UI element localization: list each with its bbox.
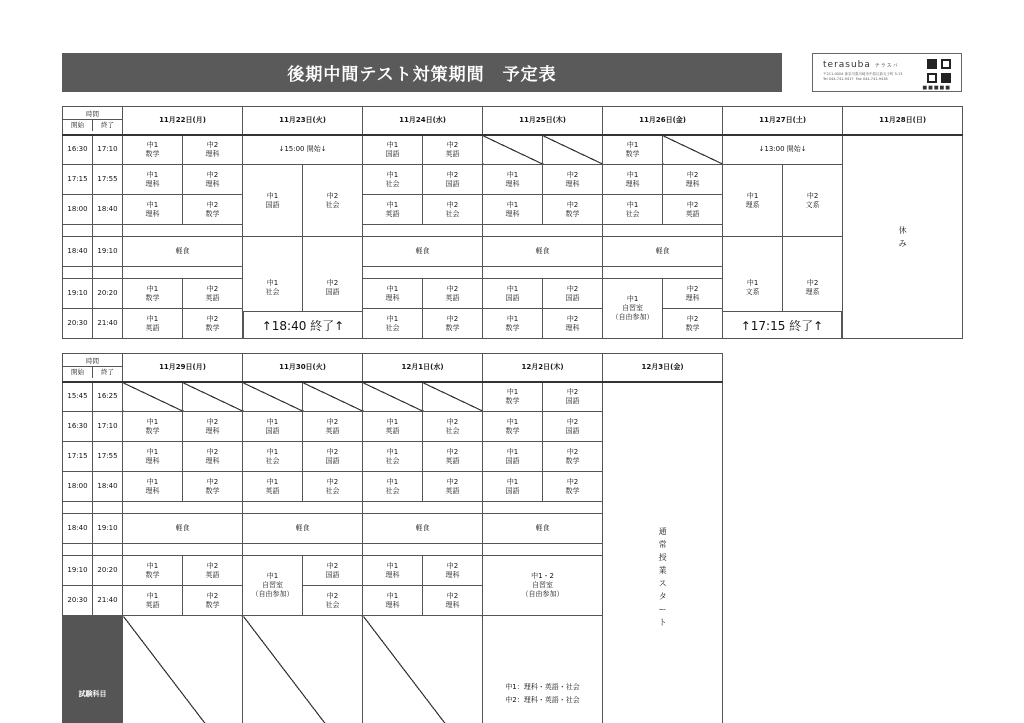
lesson-cell: 中2 理科 <box>183 165 243 195</box>
end-time: 17:55 <box>93 165 123 195</box>
end-time: 16:25 <box>93 382 123 412</box>
lesson-cell: 中1 社会 <box>243 442 303 472</box>
day-header: 11月28日(日) <box>843 107 963 135</box>
end-time: 17:55 <box>93 442 123 472</box>
empty-slot <box>363 382 423 412</box>
end-time: 19:10 <box>93 514 123 544</box>
spacer <box>63 225 93 237</box>
time-label: 時間 <box>63 356 122 367</box>
meal-break: 軽食 <box>603 237 723 267</box>
meal-break: 軽食 <box>123 514 243 544</box>
lesson-cell: 中1 社会 <box>363 472 423 502</box>
empty-slot <box>663 135 723 165</box>
lesson-cell: 中1 国語 <box>243 412 303 442</box>
start-label: 開始 <box>63 367 93 378</box>
lesson-cell: 中2 英語 <box>423 279 483 309</box>
spacer <box>603 225 723 237</box>
lesson-cell: 中2 理科 <box>543 309 603 339</box>
regular-class-note <box>603 382 723 723</box>
lesson-cell: 中1 理科 <box>483 165 543 195</box>
spacer <box>123 544 243 556</box>
lesson-cell: 中2 数学 <box>423 309 483 339</box>
start-time: 15:45 <box>63 382 93 412</box>
spacer <box>63 267 93 279</box>
lesson-cell: 中2 数学 <box>543 195 603 225</box>
lesson-cell: 中2 国語 <box>303 556 363 586</box>
start-time: 17:15 <box>63 442 93 472</box>
lesson-cell: 中2 理科 <box>663 165 723 195</box>
lesson-cell: 中2 英語 <box>663 195 723 225</box>
lesson-cell: 中2 理科 <box>183 135 243 165</box>
time-header <box>63 354 123 382</box>
meal-break: 軽食 <box>483 514 603 544</box>
spacer <box>363 502 483 514</box>
day-header: 11月23日(火) <box>243 107 363 135</box>
end-time: 17:10 <box>93 135 123 165</box>
lesson-cell: 中1 社会 <box>603 195 663 225</box>
end-time: 20:20 <box>93 556 123 586</box>
empty-slot <box>363 616 483 723</box>
lesson-cell: 中2 英語 <box>423 135 483 165</box>
lesson-cell: 中1 理科 <box>123 442 183 472</box>
spacer <box>123 502 243 514</box>
lesson-cell: 中1 数学 <box>483 309 543 339</box>
start-time: 18:40 <box>63 237 93 267</box>
lesson-cell: 中2 数学 <box>663 309 723 339</box>
lesson-cell: 中2 数学 <box>183 586 243 616</box>
meal-break: 軽食 <box>123 237 243 267</box>
lesson-cell: 中2 英語 <box>423 472 483 502</box>
lesson-cell: 中2 数学 <box>543 472 603 502</box>
empty-slot <box>123 616 243 723</box>
lesson-cell: 中2 理科 <box>543 165 603 195</box>
lesson-cell: 中1 国語 <box>363 135 423 165</box>
lesson-cell: 中2 理科 <box>423 556 483 586</box>
lesson-cell: 中2 文系 <box>783 165 843 237</box>
meal-break: 軽食 <box>363 514 483 544</box>
spacer <box>363 225 483 237</box>
lesson-cell: 中1 理科 <box>603 165 663 195</box>
end-time: 18:40 <box>93 195 123 225</box>
end-label: 終了 <box>101 121 114 130</box>
lesson-cell: 中2 英語 <box>423 442 483 472</box>
lesson-cell: 中1 数学 <box>483 412 543 442</box>
week2-schedule-table <box>62 353 723 723</box>
lesson-cell: 中1 社会 <box>363 165 423 195</box>
day-header: 12月3日(金) <box>603 354 723 382</box>
time-label: 時間 <box>63 109 122 120</box>
lesson-cell: 中2 社会 <box>303 472 363 502</box>
study-room-cell: 中1 自習室 （自由参加） <box>243 556 303 616</box>
lesson-cell: 中2 理科 <box>423 586 483 616</box>
start-time: 18:00 <box>63 195 93 225</box>
day-header: 11月30日(火) <box>243 354 363 382</box>
end-time: 18:40 <box>93 472 123 502</box>
start-label: 開始 <box>63 120 93 131</box>
lesson-cell: 中2 社会 <box>303 165 363 237</box>
lesson-cell: 中1 理科 <box>123 472 183 502</box>
lesson-cell: 中1 社会 <box>363 309 423 339</box>
spacer <box>603 267 723 279</box>
empty-slot <box>183 382 243 412</box>
start-time-note: ↓13:00 開始↓ <box>723 135 843 165</box>
week1-schedule-table <box>62 106 963 339</box>
lesson-cell: 中1 国語 <box>243 165 303 237</box>
day-header: 11月24日(水) <box>363 107 483 135</box>
school-logo <box>812 53 962 92</box>
exam-subjects: 中1：理科・英語・社会 中2：理科・英語・社会 <box>483 616 603 723</box>
lesson-cell: 中1 理科 <box>123 195 183 225</box>
spacer <box>93 225 123 237</box>
lesson-cell: 中2 社会 <box>303 586 363 616</box>
lesson-cell: 中1 国語 <box>483 472 543 502</box>
spacer <box>363 544 483 556</box>
meal-break: 軽食 <box>363 237 483 267</box>
start-time: 16:30 <box>63 135 93 165</box>
end-time: 19:10 <box>93 237 123 267</box>
day-header: 11月27日(土) <box>723 107 843 135</box>
lesson-cell: 中2 英語 <box>303 412 363 442</box>
rest-label: 休み <box>898 225 907 248</box>
lesson-cell: 中1 英語 <box>363 412 423 442</box>
empty-slot <box>483 135 543 165</box>
end-time: 21:40 <box>93 586 123 616</box>
lesson-cell: 中1 数学 <box>123 412 183 442</box>
lesson-cell: 中1 数学 <box>603 135 663 165</box>
start-time: 16:30 <box>63 412 93 442</box>
end-time: 21:40 <box>93 309 123 339</box>
meal-break: 軽食 <box>483 237 603 267</box>
empty-slot <box>243 616 363 723</box>
spacer <box>93 544 123 556</box>
spacer <box>483 267 603 279</box>
rest-day-cell <box>843 135 963 339</box>
end-time-note: ↑18:40 終了↑ <box>243 311 363 339</box>
spacer <box>63 502 93 514</box>
start-time-note: ↓15:00 開始↓ <box>243 135 363 165</box>
lesson-cell: 中2 理系 <box>783 237 843 339</box>
lesson-cell: 中2 数学 <box>183 309 243 339</box>
lesson-cell: 中1 理科 <box>483 195 543 225</box>
spacer <box>483 225 603 237</box>
end-time: 20:20 <box>93 279 123 309</box>
start-time: 19:10 <box>63 556 93 586</box>
logo-name: terasuba テラスバ <box>823 60 899 70</box>
lesson-cell: 中2 英語 <box>183 556 243 586</box>
spacer <box>483 544 603 556</box>
lesson-cell: 中2 国語 <box>303 237 363 339</box>
lesson-cell: 中1 理科 <box>363 556 423 586</box>
start-time: 17:15 <box>63 165 93 195</box>
lesson-cell: 中2 国語 <box>543 412 603 442</box>
end-time: 17:10 <box>93 412 123 442</box>
study-room-cell: 中1 自習室 （自由参加） <box>603 279 663 339</box>
lesson-cell: 中2 国語 <box>423 165 483 195</box>
empty-slot <box>423 382 483 412</box>
lesson-cell: 中1 数学 <box>123 556 183 586</box>
day-header: 11月26日(金) <box>603 107 723 135</box>
spacer <box>63 544 93 556</box>
start-time: 20:30 <box>63 309 93 339</box>
spacer <box>93 502 123 514</box>
lesson-cell: 中2 理科 <box>183 412 243 442</box>
lesson-cell: 中2 国語 <box>303 442 363 472</box>
logo-address: 〒211-0004 神奈川県川崎市中原区新丸子町 5-13 Tel 044-741-9417 Fax 044-741-9418 <box>823 72 903 81</box>
lesson-cell: 中1 数学 <box>123 279 183 309</box>
regular-class-label: 通常授業スタート <box>658 527 667 628</box>
spacer <box>123 267 243 279</box>
day-header: 11月22日(月) <box>123 107 243 135</box>
day-header: 11月29日(月) <box>123 354 243 382</box>
lesson-cell: 中1 社会 <box>363 442 423 472</box>
empty-slot <box>243 382 303 412</box>
lesson-cell: 中2 英語 <box>183 279 243 309</box>
day-header: 12月2日(木) <box>483 354 603 382</box>
lesson-cell: 中2 数学 <box>543 442 603 472</box>
time-header <box>63 107 123 135</box>
lesson-cell: 中2 数学 <box>183 472 243 502</box>
day-header: 12月1日(水) <box>363 354 483 382</box>
lesson-cell: 中1 英語 <box>123 586 183 616</box>
meal-break: 軽食 <box>243 514 363 544</box>
empty-slot <box>123 382 183 412</box>
page-title: 後期中間テスト対策期間 予定表 <box>62 53 782 92</box>
spacer <box>123 225 243 237</box>
spacer <box>483 502 603 514</box>
end-label: 終了 <box>101 368 114 377</box>
lesson-cell: 中1 数学 <box>483 382 543 412</box>
empty-slot <box>303 382 363 412</box>
lesson-cell: 中2 理科 <box>663 279 723 309</box>
spacer <box>243 502 363 514</box>
lesson-cell: 中1 社会 <box>243 237 303 339</box>
study-room-cell: 中1・2 自習室 （自由参加） <box>483 556 603 616</box>
lesson-cell: 中1 理科 <box>123 165 183 195</box>
lesson-cell: 中2 国語 <box>543 279 603 309</box>
spacer <box>363 267 483 279</box>
lesson-cell: 中1 国語 <box>483 279 543 309</box>
lesson-cell: 中1 理系 <box>723 165 783 237</box>
spacer <box>93 267 123 279</box>
lesson-cell: 中1 文系 <box>723 237 783 339</box>
exam-subjects-label: 試験科目 <box>63 616 123 723</box>
start-time: 19:10 <box>63 279 93 309</box>
lesson-cell: 中1 国語 <box>483 442 543 472</box>
end-time-note: ↑17:15 終了↑ <box>722 311 842 339</box>
lesson-cell: 中1 数学 <box>123 135 183 165</box>
logo-dots: ■■■■■ <box>922 85 951 91</box>
lesson-cell: 中2 理科 <box>183 442 243 472</box>
lesson-cell: 中2 社会 <box>423 195 483 225</box>
day-header: 11月25日(木) <box>483 107 603 135</box>
start-time: 18:40 <box>63 514 93 544</box>
spacer <box>243 544 363 556</box>
logo-mark-icon <box>927 59 951 83</box>
empty-slot <box>543 135 603 165</box>
lesson-cell: 中1 理科 <box>363 586 423 616</box>
lesson-cell: 中2 社会 <box>423 412 483 442</box>
lesson-cell: 中1 英語 <box>363 195 423 225</box>
lesson-cell: 中1 英語 <box>123 309 183 339</box>
start-time: 20:30 <box>63 586 93 616</box>
lesson-cell: 中1 理科 <box>363 279 423 309</box>
lesson-cell: 中2 国語 <box>543 382 603 412</box>
start-time: 18:00 <box>63 472 93 502</box>
lesson-cell: 中2 数学 <box>183 195 243 225</box>
lesson-cell: 中1 英語 <box>243 472 303 502</box>
